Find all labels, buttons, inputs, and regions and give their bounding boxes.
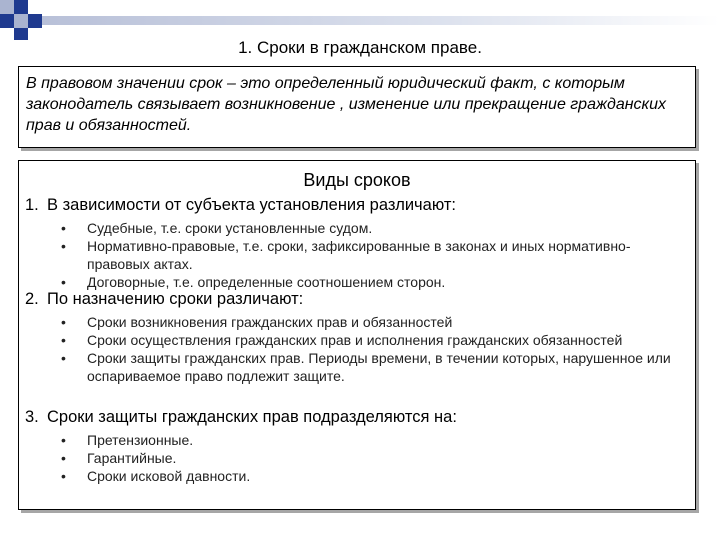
list-item: • Нормативно-правовые, т.е. сроки, зафиксированные в законах и иных нормативно-правовых актах. [61, 238, 631, 272]
section-protection-terms [25, 407, 689, 485]
section-number: 2. [25, 290, 39, 308]
section-number: 1. [25, 196, 39, 214]
types-box [18, 160, 696, 510]
bullet-icon: • [61, 274, 66, 290]
types-heading: Виды сроков [303, 170, 411, 190]
section-heading-text: В зависимости от субъекта установления различают: [47, 196, 456, 214]
section-heading [25, 289, 689, 309]
slide-title: 1. Сроки в гражданском праве. [238, 38, 482, 57]
section-heading-text: Сроки защиты гражданских прав подразделяются на: [47, 408, 457, 426]
bullet-icon: • [61, 332, 66, 348]
list-item: • Гарантийные. [61, 450, 177, 466]
section-heading-text: По назначению сроки различают: [47, 290, 304, 308]
bullet-icon: • [61, 350, 66, 366]
section-heading [25, 195, 689, 215]
section-list [25, 313, 689, 385]
bullet-icon: • [61, 220, 66, 236]
corner-decoration [0, 0, 720, 40]
list-item: • Сроки исковой давности. [61, 468, 251, 484]
bullet-icon: • [61, 432, 66, 448]
list-item: • Судебные, т.е. сроки установленные судом. [61, 220, 373, 236]
definition-text: В правовом значении срок – это определенный юридический факт, с которым законодатель связывает возникновение , изменение или прекращение гражданских прав и обязанностей. [26, 75, 666, 134]
list-item: • Договорные, т.е. определенные соотношением сторон. [61, 274, 446, 290]
section-number: 3. [25, 408, 39, 426]
section-heading [25, 407, 689, 427]
section-list [25, 219, 689, 291]
bullet-icon: • [61, 314, 66, 330]
bullet-icon: • [61, 238, 66, 254]
list-item: • Сроки защиты гражданских прав. Периоды времени, в течении которых, нарушенное или оспариваемое право подлежит защите. [61, 350, 671, 384]
bullet-icon: • [61, 450, 66, 466]
bullet-icon: • [61, 468, 66, 484]
section-by-purpose [25, 289, 689, 385]
section-list [25, 431, 689, 485]
list-item: • Сроки осуществления гражданских прав и исполнения гражданских обязанностей [61, 332, 623, 348]
list-item: • Претензионные. [61, 432, 194, 448]
list-item: • Сроки возникновения гражданских прав и обязанностей [61, 314, 453, 330]
section-by-subject [25, 195, 689, 291]
definition-box [18, 66, 696, 148]
